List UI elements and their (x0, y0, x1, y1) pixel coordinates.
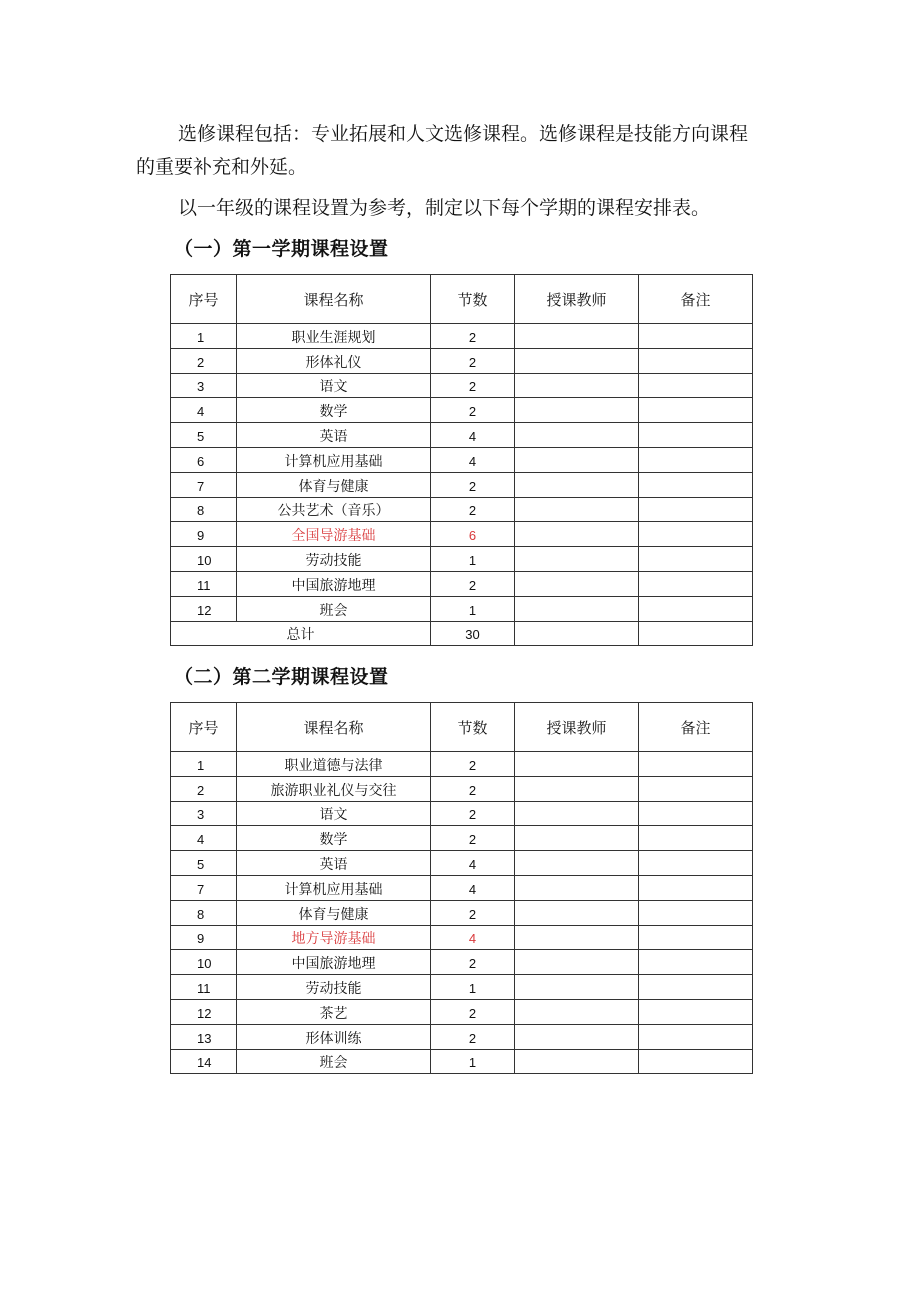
course-hours: 2 (431, 752, 515, 777)
remarks-cell (639, 348, 753, 373)
intro-paragraph (136, 118, 796, 184)
course-name: 英语 (237, 423, 431, 448)
course-hours: 2 (431, 826, 515, 851)
semester1-heading: （一）第一学期课程设置 (174, 238, 389, 260)
course-hours: 4 (431, 447, 515, 472)
remarks-cell (639, 398, 753, 423)
course-hours: 2 (431, 497, 515, 522)
row-number: 8 (171, 900, 237, 925)
row-number: 1 (171, 752, 237, 777)
header-remarks: 备注 (639, 703, 753, 752)
header-course-name: 课程名称 (237, 703, 431, 752)
table-row (171, 348, 753, 373)
teacher-cell (515, 571, 639, 596)
teacher-cell (515, 1049, 639, 1074)
row-number: 13 (171, 1024, 237, 1049)
table-row (171, 472, 753, 497)
teacher-cell (515, 900, 639, 925)
table-row (171, 925, 753, 950)
header-hours: 节数 (431, 275, 515, 324)
table-row (171, 999, 753, 1024)
course-hours: 2 (431, 398, 515, 423)
row-number: 10 (171, 547, 237, 572)
table-row (171, 826, 753, 851)
course-hours: 2 (431, 801, 515, 826)
course-hours: 2 (431, 472, 515, 497)
course-hours: 2 (431, 999, 515, 1024)
teacher-cell (515, 423, 639, 448)
table-row (171, 423, 753, 448)
remarks-cell (639, 1024, 753, 1049)
remarks-cell (639, 373, 753, 398)
table-row (171, 571, 753, 596)
teacher-cell (515, 950, 639, 975)
table-row (171, 950, 753, 975)
course-hours: 1 (431, 975, 515, 1000)
total-teacher-cell (515, 621, 639, 646)
header-course-name: 课程名称 (237, 275, 431, 324)
remarks-cell (639, 776, 753, 801)
row-number: 4 (171, 826, 237, 851)
row-number: 9 (171, 925, 237, 950)
course-name: 体育与健康 (237, 900, 431, 925)
row-number: 14 (171, 1049, 237, 1074)
teacher-cell (515, 348, 639, 373)
course-hours: 6 (431, 522, 515, 547)
remarks-cell (639, 423, 753, 448)
total-hours: 30 (431, 621, 515, 646)
header-remarks: 备注 (639, 275, 753, 324)
table-row (171, 776, 753, 801)
teacher-cell (515, 324, 639, 349)
course-name: 旅游职业礼仪与交往 (237, 776, 431, 801)
course-hours: 2 (431, 324, 515, 349)
teacher-cell (515, 999, 639, 1024)
teacher-cell (515, 925, 639, 950)
teacher-cell (515, 826, 639, 851)
header-teacher: 授课教师 (515, 275, 639, 324)
row-number: 6 (171, 447, 237, 472)
table-row (171, 522, 753, 547)
teacher-cell (515, 975, 639, 1000)
semester2-table (170, 702, 753, 1074)
row-number: 8 (171, 497, 237, 522)
row-number: 2 (171, 776, 237, 801)
total-label: 总计 (171, 621, 431, 646)
course-hours: 4 (431, 925, 515, 950)
remarks-cell (639, 752, 753, 777)
course-hours: 2 (431, 776, 515, 801)
course-hours: 4 (431, 423, 515, 448)
header-hours: 节数 (431, 703, 515, 752)
teacher-cell (515, 472, 639, 497)
course-name: 数学 (237, 826, 431, 851)
table-row (171, 851, 753, 876)
intro-line-1: 选修课程包括：专业拓展和人文选修课程。选修课程是技能方向课程 (178, 123, 749, 145)
table-row (171, 324, 753, 349)
course-name: 中国旅游地理 (237, 950, 431, 975)
teacher-cell (515, 547, 639, 572)
course-hours: 1 (431, 596, 515, 621)
header-teacher: 授课教师 (515, 703, 639, 752)
course-name: 数学 (237, 398, 431, 423)
course-name: 公共艺术（音乐） (237, 497, 431, 522)
course-name: 地方导游基础 (237, 925, 431, 950)
teacher-cell (515, 398, 639, 423)
remarks-cell (639, 801, 753, 826)
course-name: 形体礼仪 (237, 348, 431, 373)
course-hours: 2 (431, 348, 515, 373)
teacher-cell (515, 373, 639, 398)
reference-paragraph: 以一年级的课程设置为参考，制定以下每个学期的课程安排表。 (178, 197, 711, 219)
table-row (171, 801, 753, 826)
course-hours: 2 (431, 950, 515, 975)
course-name: 班会 (237, 596, 431, 621)
table-row (171, 752, 753, 777)
course-hours: 2 (431, 900, 515, 925)
remarks-cell (639, 324, 753, 349)
semester2-table-body (171, 752, 753, 1074)
course-name: 形体训练 (237, 1024, 431, 1049)
table-row (171, 447, 753, 472)
teacher-cell (515, 776, 639, 801)
intro-line-2: 的重要补充和外延。 (136, 156, 308, 178)
total-row (171, 621, 753, 646)
table-row (171, 975, 753, 1000)
course-hours: 4 (431, 851, 515, 876)
row-number: 9 (171, 522, 237, 547)
row-number: 3 (171, 801, 237, 826)
table-row (171, 373, 753, 398)
row-number: 3 (171, 373, 237, 398)
course-hours: 2 (431, 373, 515, 398)
remarks-cell (639, 596, 753, 621)
row-number: 12 (171, 596, 237, 621)
course-name: 全国导游基础 (237, 522, 431, 547)
row-number: 2 (171, 348, 237, 373)
course-name: 职业道德与法律 (237, 752, 431, 777)
teacher-cell (515, 851, 639, 876)
remarks-cell (639, 950, 753, 975)
table-header-row (171, 275, 753, 324)
row-number: 7 (171, 875, 237, 900)
remarks-cell (639, 472, 753, 497)
course-name: 班会 (237, 1049, 431, 1074)
table-row (171, 596, 753, 621)
remarks-cell (639, 522, 753, 547)
remarks-cell (639, 1049, 753, 1074)
remarks-cell (639, 851, 753, 876)
table-row (171, 547, 753, 572)
course-name: 计算机应用基础 (237, 875, 431, 900)
teacher-cell (515, 497, 639, 522)
course-hours: 1 (431, 547, 515, 572)
teacher-cell (515, 522, 639, 547)
row-number: 5 (171, 851, 237, 876)
table-row (171, 497, 753, 522)
header-no: 序号 (171, 703, 237, 752)
remarks-cell (639, 875, 753, 900)
remarks-cell (639, 925, 753, 950)
remarks-cell (639, 547, 753, 572)
teacher-cell (515, 875, 639, 900)
row-number: 12 (171, 999, 237, 1024)
row-number: 5 (171, 423, 237, 448)
remarks-cell (639, 447, 753, 472)
remarks-cell (639, 571, 753, 596)
row-number: 7 (171, 472, 237, 497)
semester2-heading: （二）第二学期课程设置 (174, 666, 389, 688)
teacher-cell (515, 596, 639, 621)
course-name: 职业生涯规划 (237, 324, 431, 349)
course-hours: 4 (431, 875, 515, 900)
teacher-cell (515, 1024, 639, 1049)
course-name: 英语 (237, 851, 431, 876)
remarks-cell (639, 497, 753, 522)
row-number: 1 (171, 324, 237, 349)
row-number: 10 (171, 950, 237, 975)
course-name: 茶艺 (237, 999, 431, 1024)
course-name: 体育与健康 (237, 472, 431, 497)
table-header-row (171, 703, 753, 752)
table-row (171, 900, 753, 925)
course-name: 劳动技能 (237, 547, 431, 572)
table-row (171, 1024, 753, 1049)
row-number: 4 (171, 398, 237, 423)
teacher-cell (515, 447, 639, 472)
teacher-cell (515, 752, 639, 777)
course-name: 语文 (237, 801, 431, 826)
remarks-cell (639, 975, 753, 1000)
remarks-cell (639, 900, 753, 925)
course-hours: 1 (431, 1049, 515, 1074)
teacher-cell (515, 801, 639, 826)
row-number: 11 (171, 571, 237, 596)
row-number: 11 (171, 975, 237, 1000)
course-name: 计算机应用基础 (237, 447, 431, 472)
remarks-cell (639, 826, 753, 851)
header-no: 序号 (171, 275, 237, 324)
course-hours: 2 (431, 571, 515, 596)
total-remarks-cell (639, 621, 753, 646)
course-name: 劳动技能 (237, 975, 431, 1000)
course-name: 语文 (237, 373, 431, 398)
course-hours: 2 (431, 1024, 515, 1049)
semester1-table (170, 274, 753, 646)
table-row (171, 398, 753, 423)
table-row (171, 875, 753, 900)
remarks-cell (639, 999, 753, 1024)
course-name: 中国旅游地理 (237, 571, 431, 596)
table-row (171, 1049, 753, 1074)
semester1-table-body (171, 324, 753, 622)
